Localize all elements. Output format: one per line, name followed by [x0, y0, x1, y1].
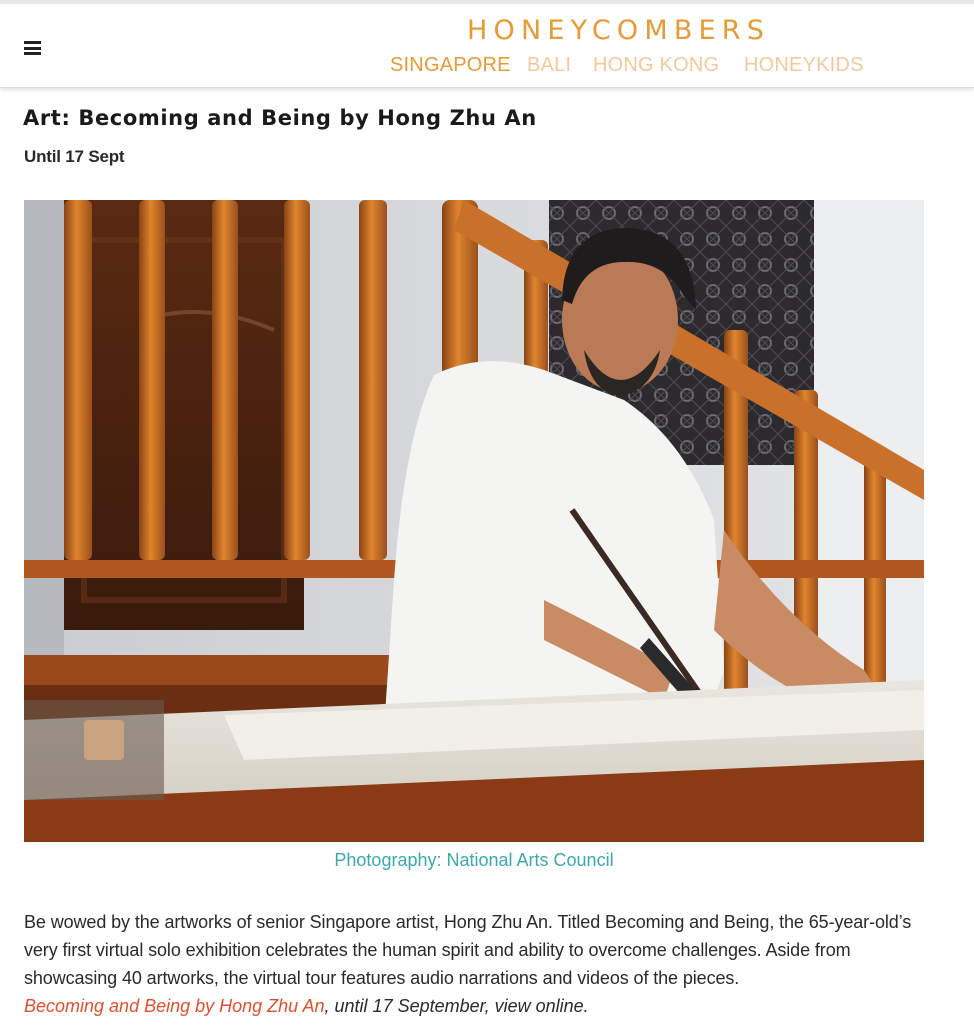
exhibition-link[interactable]: Becoming and Being by Hong Zhu An	[24, 996, 325, 1016]
nav-singapore[interactable]: SINGAPORE	[390, 54, 511, 76]
photo-caption: Photography: National Arts Council	[334, 850, 614, 870]
article-photo	[24, 200, 924, 842]
article-body: Be wowed by the artworks of senior Singapore artist, Hong Zhu An. Titled Becoming and Being, the 65-year-old’s very first virtual solo exhibition celebrates the human spirit and ability to overcome challenges. Aside from showcasing 40 artworks, the virtual tour features audio narrations and videos of the pieces.	[24, 912, 912, 988]
article-title: Art: Becoming and Being by Hong Zhu An	[23, 106, 537, 130]
nav-bali[interactable]: BALI	[527, 54, 572, 76]
site-header	[0, 4, 974, 88]
nav-honeykids[interactable]: HONEYKIDS	[744, 54, 864, 76]
hamburger-menu-icon[interactable]	[24, 41, 41, 55]
event-date: Until 17 Sept	[24, 147, 125, 166]
site-logo[interactable]: HONEYCOMBERS	[467, 15, 771, 46]
article-cta	[24, 992, 589, 1020]
nav-hong-kong[interactable]: HONG KONG	[593, 54, 720, 76]
cta-details: , until 17 September, view online.	[324, 996, 589, 1016]
